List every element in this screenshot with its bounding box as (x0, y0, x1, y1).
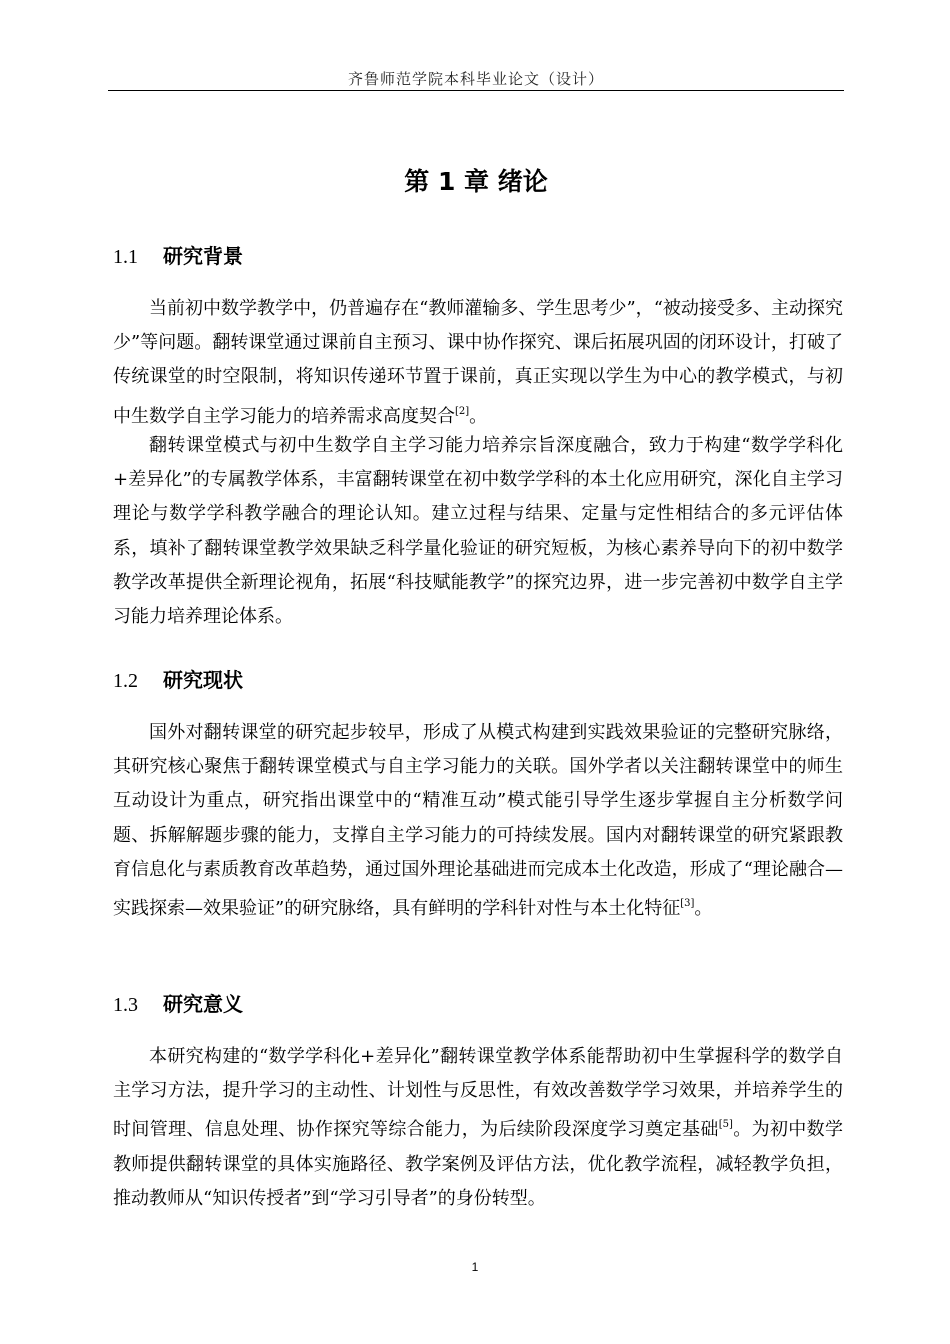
section-number: 1.2 (113, 670, 138, 692)
paragraph: 国外对翻转课堂的研究起步较早，形成了从模式构建到实践效果验证的完整研究脉络，其研究核心聚焦于翻转课堂模式与自主学习能力的关联。国外学者以关注翻转课堂中的师生互动设计为重点，研究指出课堂中的“精准互动”模式能引导学生逐步掌握自主分析数学问题、拆解解题步骤的能力，支撑自主学习能力的可持续发展。国内对翻转课堂的研究紧跟教育信息化与素质教育改革趋势，通过国外理论基础进而完成本土化改造，形成了“理论融合—实践探索—效果验证”的研究脉络，具有鲜明的学科针对性与本土化特征[3]。 (113, 722, 843, 920)
section-heading-1-1 (113, 240, 713, 269)
paragraph: 当前初中数学教学中，仍普遍存在“教师灌输多、学生思考少”，“被动接受多、主动探究少”等问题。翻转课堂通过课前自主预习、课中协作探究、课后拓展巩固的闭环设计，打破了传统课堂的时空限制，将知识传递环节置于课前，真正实现以学生为中心的教学模式，与初中生数学自主学习能力的培养需求高度契合[2]。 (113, 298, 843, 427)
section-number: 1.3 (113, 994, 138, 1016)
header-rule (108, 90, 844, 91)
paragraph: 翻转课堂模式与初中生数学自主学习能力培养宗旨深度融合，致力于构建“数学学科化+差异化”的专属教学体系，丰富翻转课堂在初中数学学科的本土化应用研究，深化自主学习理论与数学学科教学融合的理论认知。建立过程与结果、定量与定性相结合的多元评估体系，填补了翻转课堂教学效果缺乏科学量化验证的研究短板，为核心素养导向下的初中数学教学改革提供全新理论视角，拓展“科技赋能教学”的探究边界，进一步完善初中数学自主学习能力培养理论体系。 (113, 435, 843, 628)
section-number: 1.1 (113, 246, 138, 268)
citation-ref[interactable]: [2] (455, 405, 470, 417)
section-heading-1-2 (113, 664, 713, 693)
paragraph: 本研究构建的“数学学科化+差异化”翻转课堂教学体系能帮助初中生掌握科学的数学自主学习方法，提升学习的主动性、计划性与反思性，有效改善数学学习效果，并培养学生的时间管理、信息处理、协作探究等综合能力，为后续阶段深度学习奠定基础[5]。为初中数学教师提供翻转课堂的具体实施路径、教学案例及评估方法，优化教学流程，减轻教学负担，推动教师从“知识传授者”到“学习引导者”的身份转型。 (113, 1046, 844, 1209)
running-header: 齐鲁师范学院本科毕业论文（设计） (347, 70, 604, 88)
section-heading-1-3 (113, 988, 713, 1017)
section-title: 研究现状 (163, 668, 243, 692)
page-number: 1 (471, 1260, 479, 1274)
section-title: 研究意义 (163, 992, 243, 1016)
citation-ref[interactable]: [3] (680, 898, 695, 910)
chapter-title: 第 1 章 绪论 (404, 167, 548, 196)
citation-ref[interactable]: [5] (718, 1119, 733, 1131)
section-title: 研究背景 (163, 244, 243, 268)
